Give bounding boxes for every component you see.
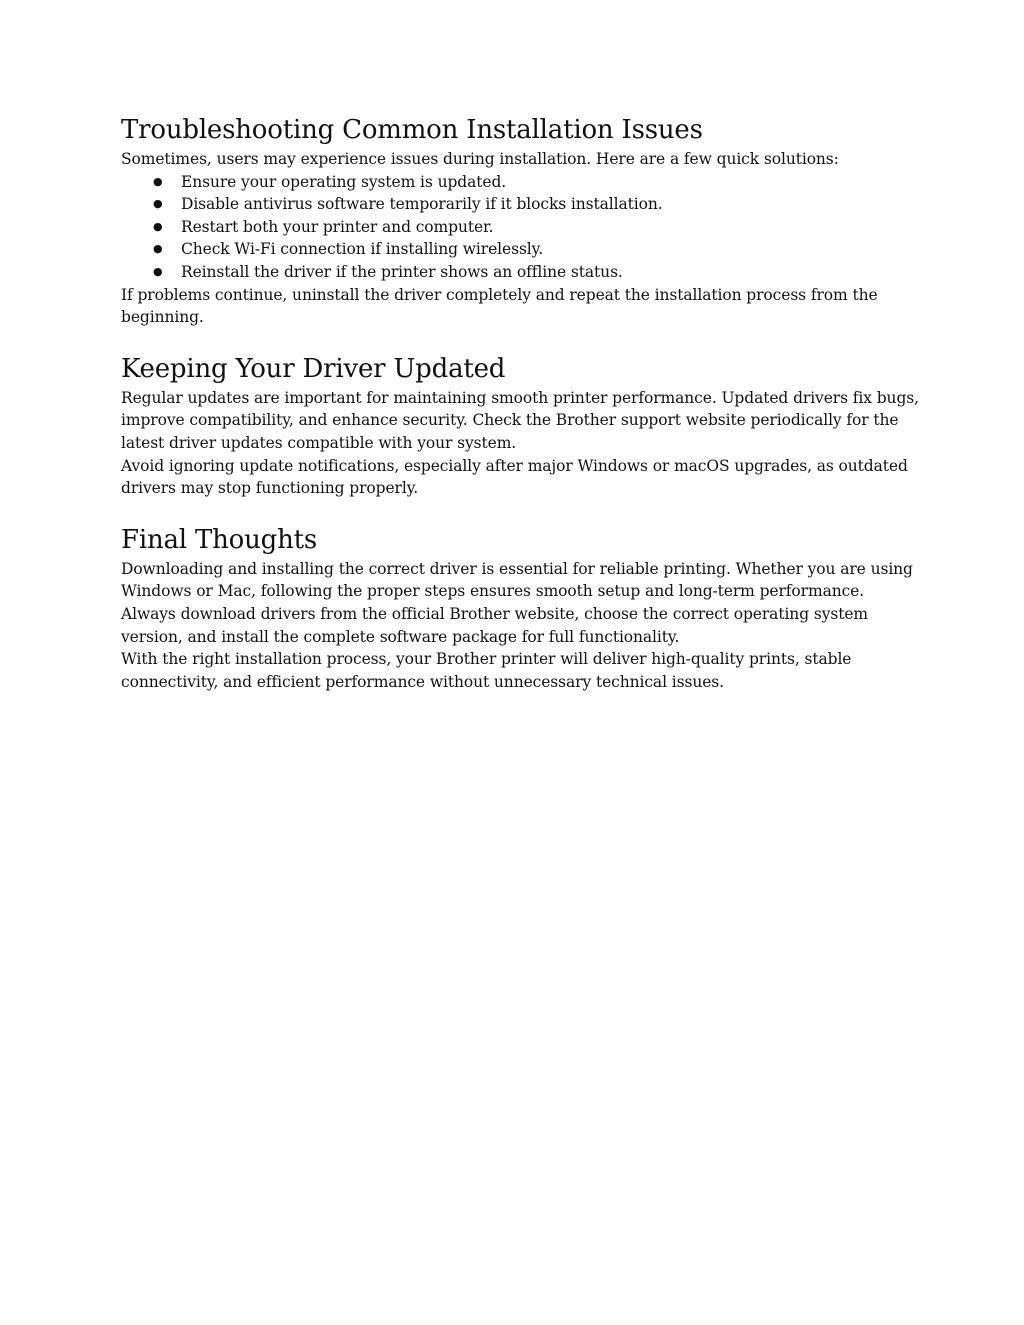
list-item (121, 193, 921, 216)
list-item (121, 216, 921, 239)
bullet-icon: ● (153, 197, 163, 211)
section-final-thoughts (121, 522, 921, 694)
section-heading: Keeping Your Driver Updated (121, 353, 506, 384)
section-intro: Sometimes, users may experience issues during installation. Here are a few quick solutions: (121, 150, 839, 168)
list-item-text: Check Wi-Fi connection if installing wirelessly. (181, 240, 544, 259)
section-keeping-updated (121, 351, 921, 500)
bullet-icon: ● (153, 219, 163, 233)
list-item-text: Ensure your operating system is updated. (181, 172, 507, 191)
paragraph: Downloading and installing the correct driver is essential for reliable printing. Whether you are using Windows or Mac, following the proper steps ensures smooth setup and long-term performance. Always download drivers from the official Brother website, choose the correct operating system version, and install the complete software package for full functionality. (121, 559, 913, 646)
paragraph: Regular updates are important for maintaining smooth printer performance. Updated drivers fix bugs, improve compatibility, and enhance security. Check the Brother support website periodically for the latest driver updates compatible with your system. (121, 388, 919, 452)
list-item (121, 238, 921, 261)
list-item-text: Restart both your printer and computer. (181, 217, 494, 236)
section-troubleshooting (121, 112, 921, 329)
list-item-text: Reinstall the driver if the printer shows an offline status. (181, 262, 623, 281)
section-heading: Troubleshooting Common Installation Issues (121, 115, 703, 145)
bullet-icon: ● (153, 242, 163, 256)
list-item-text: Disable antivirus software temporarily if it blocks installation. (181, 195, 663, 214)
bullet-icon: ● (153, 174, 163, 188)
list-item (121, 171, 921, 194)
section-heading: Final Thoughts (121, 524, 318, 555)
bullet-icon: ● (153, 264, 163, 278)
list-item (121, 261, 921, 284)
paragraph: With the right installation process, your Brother printer will deliver high-quality prints, stable connectivity, and efficient performance without unnecessary technical issues. (121, 650, 852, 691)
paragraph: Avoid ignoring update notifications, especially after major Windows or macOS upgrades, as outdated drivers may stop functioning properly. (121, 456, 908, 498)
solutions-list (121, 171, 921, 284)
section-outro: If problems continue, uninstall the driver completely and repeat the installation process from the beginning. (121, 285, 878, 327)
document-page (121, 112, 921, 715)
